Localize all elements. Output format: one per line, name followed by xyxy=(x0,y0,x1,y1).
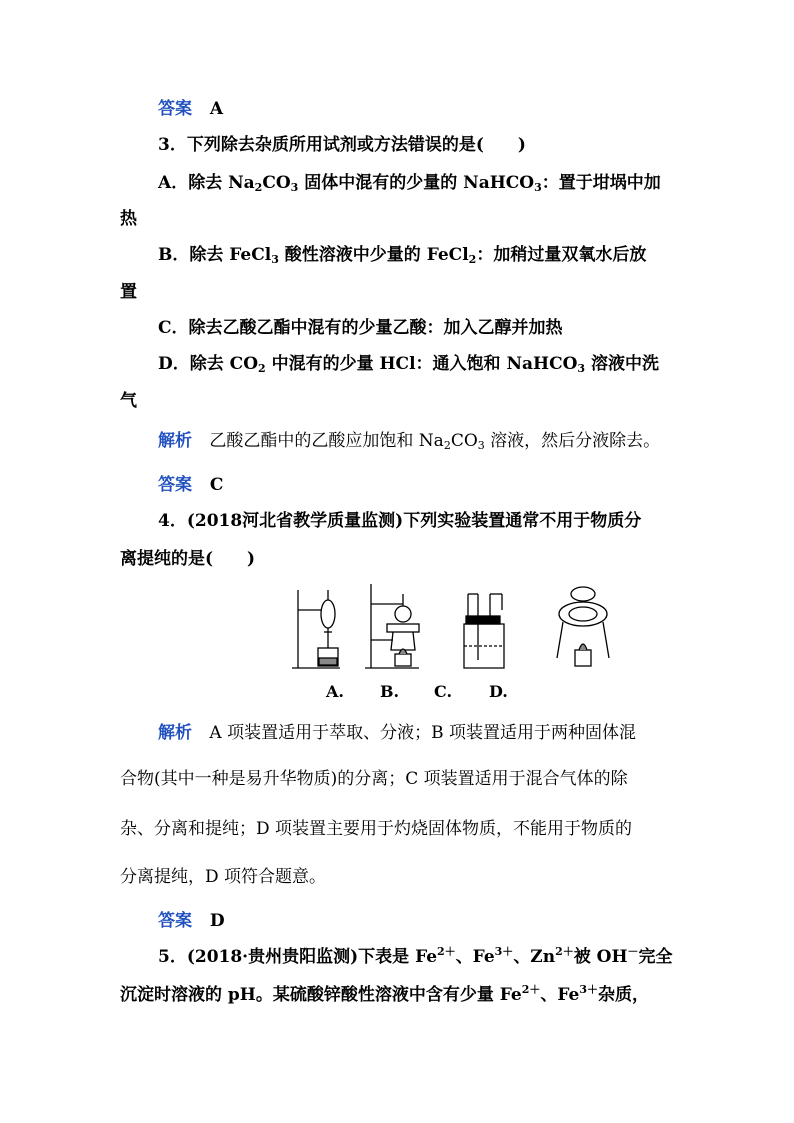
option-d: D．除去 $CO_2$ 中混有的少量 HCl：通入饱和 NaHCO$_3$ 溶液中洗 xyxy=(158,354,659,375)
answer-label: 答案 xyxy=(158,911,192,931)
figure-label-d: D. xyxy=(489,682,508,701)
explanation-line: 解析 A 项装置适用于萃取、分液；B 项装置适用于两种固体混 xyxy=(158,723,636,743)
question-stem: 4．(2018河北省教学质量监测)下列实验装置通常不用于物质分 xyxy=(158,511,642,531)
answer-line xyxy=(158,910,225,932)
figure-label-a: A. xyxy=(326,682,344,701)
option-a-continued: 热 xyxy=(120,209,137,229)
question-stem: 3．下列除去杂质所用试剂或方法错误的是( ) xyxy=(158,135,526,155)
separatory-funnel-apparatus xyxy=(292,590,340,668)
apparatus-figure xyxy=(288,580,668,675)
figure-label-c: C. xyxy=(434,682,453,701)
option-a: A．除去 $Na_2CO_3$ 固体中混有的少量的 NaHCO$_3$：置于坩埚中加 xyxy=(158,173,661,194)
explanation-line: 合物(其中一种是易升华物质)的分离；C 项装置适用于混合气体的除 xyxy=(120,769,628,789)
question-stem-continued: 沉淀时溶液的 pH。某硫酸锌酸性溶液中含有少量 $Fe^{2+}$、$Fe^{3+}$杂质， xyxy=(120,983,650,1005)
option-d-continued: 气 xyxy=(120,391,137,411)
crucible-apparatus xyxy=(557,587,609,666)
sublimation-apparatus xyxy=(365,584,419,668)
answer-line xyxy=(158,474,223,496)
answer-value: A xyxy=(209,99,224,119)
question-stem-continued: 离提纯的是( ) xyxy=(120,549,256,569)
answer-label: 答案 xyxy=(158,99,192,119)
figure-label-b: B. xyxy=(380,682,400,701)
answer-value: C xyxy=(209,475,224,495)
option-b-continued: 置 xyxy=(120,282,137,302)
explanation-line: 解析 乙酸乙酯中的乙酸应加饱和 $Na_2CO_3$ 溶液，然后分液除去。 xyxy=(158,431,661,452)
question-stem: 5．(2018·贵州贵阳监测)下表是 $Fe^{2+}$、$Fe^{3+}$、$Zn^{2+}$被 OH－完全 xyxy=(158,945,673,967)
explanation-label: 解析 xyxy=(158,431,192,451)
option-c: C．除去乙酸乙酯中混有的少量乙酸：加入乙醇并加热 xyxy=(158,318,563,338)
option-b: B．除去 FeCl$_3$ 酸性溶液中少量的 FeCl$_2$：加稍过量双氧水后放 xyxy=(158,245,647,266)
answer-label: 答案 xyxy=(158,475,192,495)
explanation-label: 解析 xyxy=(158,723,192,743)
answer-line xyxy=(158,98,223,120)
explanation-line: 杂、分离和提纯；D 项装置主要用于灼烧固体物质，不能用于物质的 xyxy=(120,819,633,839)
gas-washing-bottle xyxy=(464,594,504,668)
answer-value: D xyxy=(209,911,225,931)
explanation-line: 分离提纯，D 项符合题意。 xyxy=(120,867,327,887)
